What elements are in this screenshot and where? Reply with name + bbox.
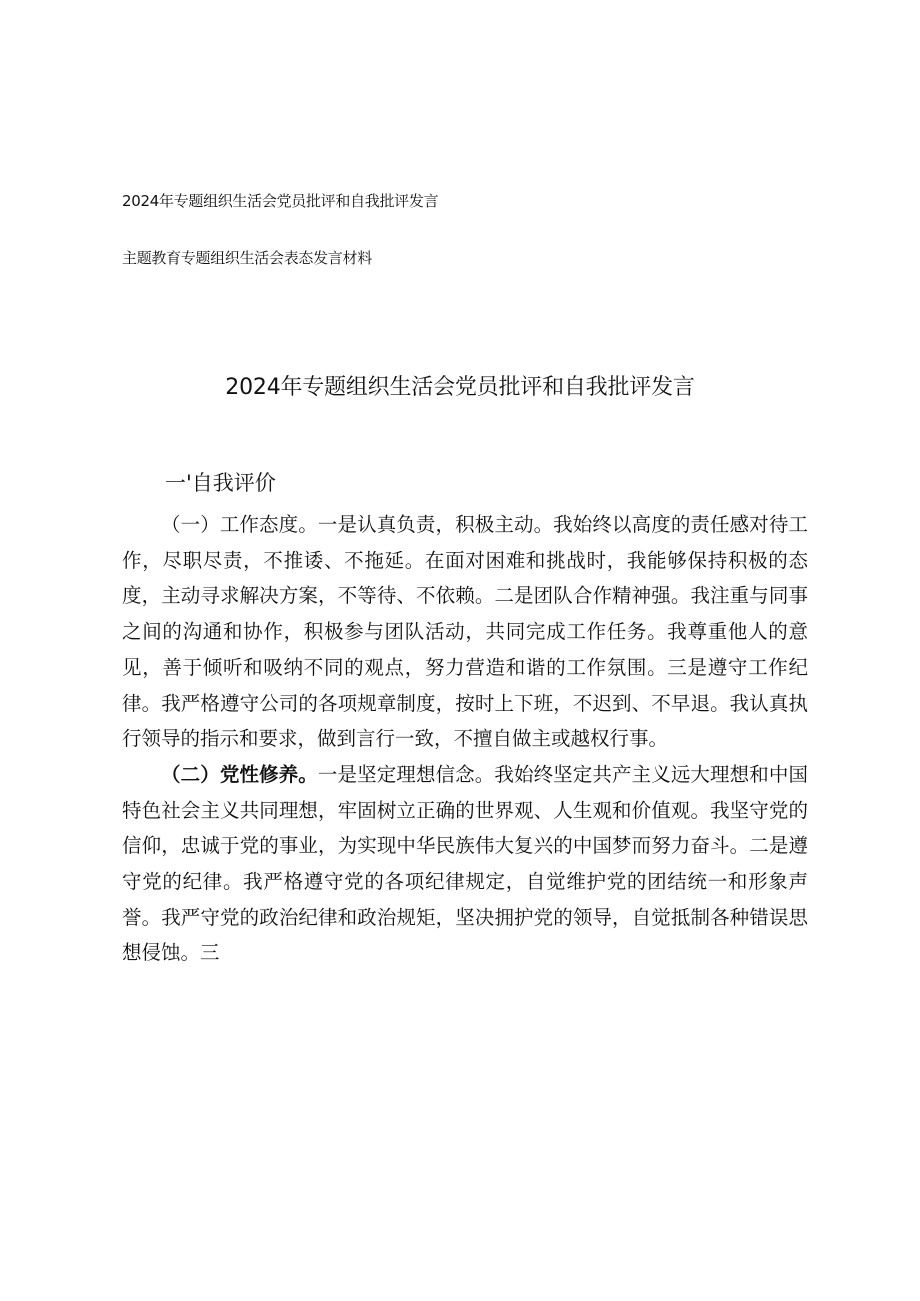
body-text: [122, 507, 808, 971]
document-title: 2024年专题组织生活会党员批评和自我批评发言: [225, 375, 695, 400]
paragraph-lead: （二）党性修养。: [161, 762, 318, 786]
paragraph-text: 一是坚定理想信念。我始终坚定共产主义远大理想和中国特色社会主义共同理想，牢固树立正确的世界观、人生观和价值观。我坚守党的信仰，忠诚于党的事业，为实现中华民族伟大复兴的中国梦而努力奋斗。二是遵守党的纪律。我严格遵守党的各项纪律规定，自觉维护党的团结统一和形象声誉。我严守党的政治纪律和政治规矩，坚决拥护党的领导，自觉抵制各种错误思想侵蚀。三: [122, 762, 808, 965]
toc-entry-2: 主题教育专题组织生活会表态发言材料: [122, 249, 372, 267]
paragraph-work-attitude: [122, 507, 808, 757]
toc-entry-1: 2024年专题组织生活会党员批评和自我批评发言: [122, 192, 439, 210]
section-heading: 一'自我评价: [165, 471, 276, 495]
paragraph-lead: （一）工作态度。: [161, 513, 318, 536]
paragraph-text: 一是认真负责，积极主动。我始终以高度的责任感对待工作，尽职尽责，不推诿、不拖延。在面对困难和挑战时，我能够保持积极的态度，主动寻求解决方案，不等待、不依赖。二是团队合作精神强。我注重与同事之间的沟通和协作，积极参与团队活动，共同完成工作任务。我尊重他人的意见，善于倾听和吸纳不同的观点，努力营造和谐的工作氛围。三是遵守工作纪律。我严格遵守公司的各项规章制度，按时上下班，不迟到、不早退。我认真执行领导的指示和要求，做到言行一致，不擅自做主或越权行事。: [122, 513, 808, 751]
paragraph-party-spirit: [122, 757, 808, 971]
